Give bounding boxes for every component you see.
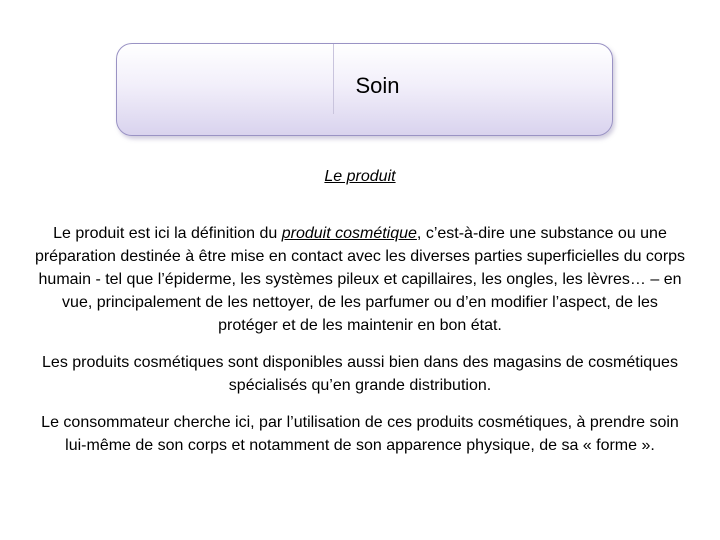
- paragraph-definition-rest: , c’est-à-dire une substance ou une préparation destinée à être mise en contact avec les diverses parties superficielles du corps humain - tel que l’épiderme, les systèmes pileux et capillaires, les ongles, les lèvres… – en vue, principalement de les nettoyer, de les parfumer ou d’en modifier l’aspect, de les protéger et de les maintenir en bon état.: [34, 225, 686, 334]
- paragraph-definition: [34, 222, 686, 337]
- section-subtitle: Le produit: [324, 168, 396, 185]
- title-box: [116, 43, 613, 136]
- paragraph-definition-intro: Le produit est ici la définition du: [53, 225, 282, 242]
- slide-title: Soin: [355, 73, 400, 98]
- paragraph-availability: Les produits cosmétiques sont disponibles aussi bien dans des magasins de cosmétiques spécialisés qu’en grande distribution.: [42, 354, 678, 394]
- paragraph-consumer: Le consommateur cherche ici, par l’utilisation de ces produits cosmétiques, à prendre soin lui-même de son corps et notamment de son apparence physique, de sa « forme ».: [41, 414, 679, 454]
- term-produit-cosmetique: produit cosmétique: [281, 225, 417, 242]
- body-text: [34, 222, 686, 471]
